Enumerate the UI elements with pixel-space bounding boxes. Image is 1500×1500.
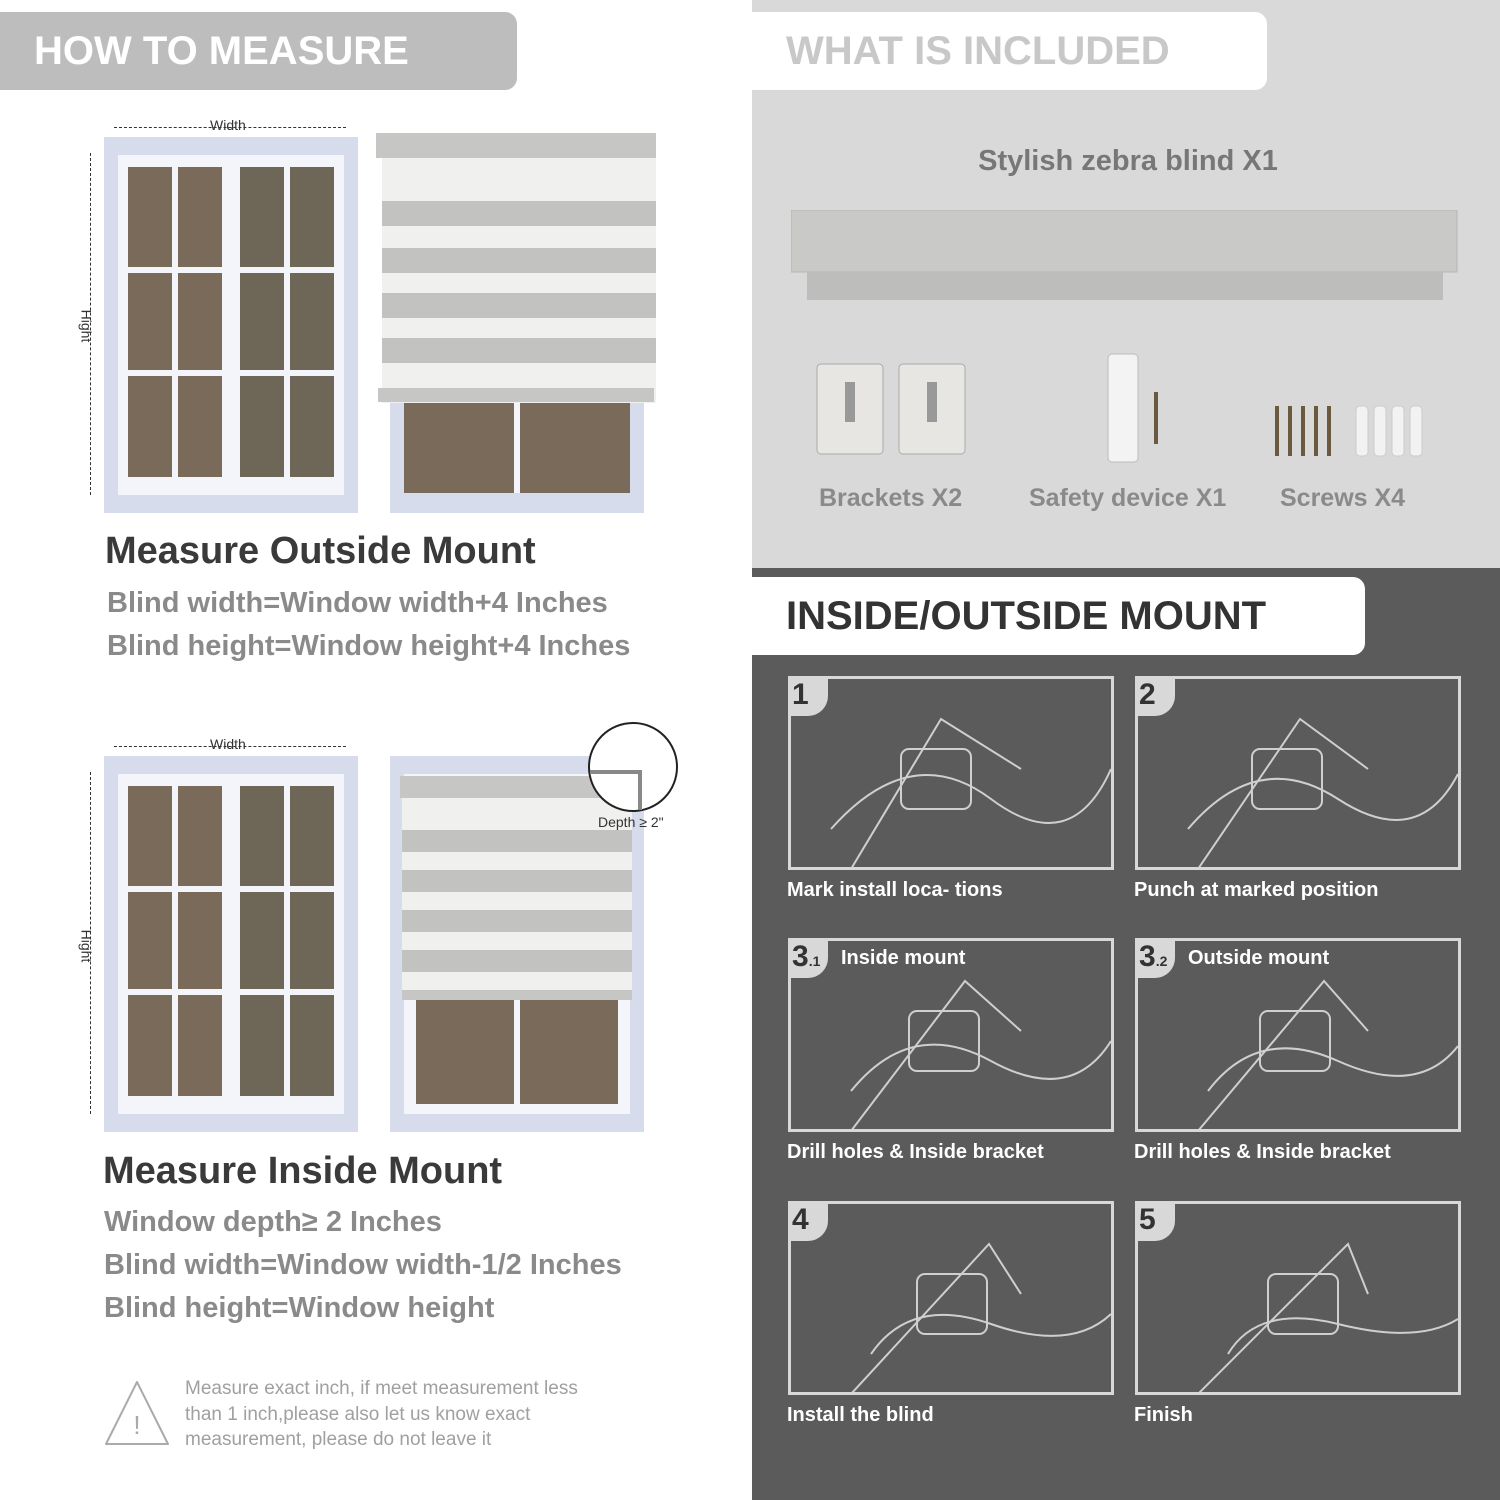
header-text: HOW TO MEASURE	[34, 28, 409, 73]
step-1-illustration	[788, 676, 1114, 870]
window-image	[104, 756, 358, 1132]
rule-line: Window depth≥ 2 Inches	[104, 1206, 442, 1238]
width-label: Width	[210, 736, 246, 752]
step-number: 3	[1139, 940, 1156, 973]
what-is-included-header	[752, 12, 1267, 90]
step-line-drawing	[791, 1204, 1114, 1395]
height-label: Hight	[78, 309, 95, 343]
step-number: 5	[1139, 1203, 1156, 1236]
inside-mount-rules	[104, 1201, 622, 1330]
rule-line: Blind height=Window height+4 Inches	[107, 630, 631, 662]
step-label: Drill holes & Inside bracket	[1134, 1141, 1391, 1163]
height-dimension-line	[90, 153, 91, 495]
warning-triangle-icon	[103, 1378, 171, 1448]
step-number-badge	[1135, 676, 1175, 716]
safety-device-label: Safety device X1	[1029, 484, 1227, 512]
step-title: Inside mount	[841, 947, 966, 969]
how-to-measure-header	[0, 12, 517, 90]
step-label: Mark install loca- tions	[787, 879, 1003, 901]
measurement-note	[185, 1376, 578, 1453]
width-dimension-line	[114, 746, 346, 747]
screws-image	[1272, 402, 1424, 460]
step-number: 1	[792, 678, 809, 711]
step-label: Drill holes & Inside bracket	[787, 1141, 1044, 1163]
step-number-badge	[788, 676, 828, 716]
step-number-badge	[788, 1201, 828, 1241]
depth-label: Depth ≥ 2"	[598, 814, 664, 830]
header-text: INSIDE/OUTSIDE MOUNT	[786, 593, 1267, 638]
screws-label: Screws X4	[1280, 484, 1406, 512]
width-dimension-line	[114, 127, 346, 128]
step-sub-number: .1	[808, 953, 821, 969]
width-label: Width	[210, 117, 246, 133]
rule-line: Blind width=Window width-1/2 Inches	[104, 1249, 622, 1281]
inside-outside-mount-header	[752, 577, 1365, 655]
step-label: Install the blind	[787, 1404, 934, 1426]
step-line-drawing	[1138, 679, 1461, 870]
rule-line: Blind width=Window width+4 Inches	[107, 587, 608, 619]
note-line: Measure exact inch, if meet measurement less	[185, 1378, 578, 1399]
outside-mount-rules	[107, 582, 630, 668]
step-sub-number: .2	[1155, 953, 1168, 969]
inside-mount-title: Measure Inside Mount	[103, 1150, 503, 1192]
step-label: Punch at marked position	[1134, 879, 1379, 901]
step-number: 4	[792, 1203, 809, 1236]
step-number: 2	[1139, 678, 1156, 711]
height-dimension-line	[90, 772, 91, 1114]
step-line-drawing	[791, 679, 1114, 870]
step-2-illustration	[1135, 676, 1461, 870]
rule-line: Blind height=Window height	[104, 1292, 495, 1324]
blind-item-label: Stylish zebra blind X1	[978, 145, 1278, 177]
step-title: Outside mount	[1188, 947, 1330, 969]
brackets-image	[815, 362, 967, 458]
step-number: 3	[792, 940, 809, 973]
zebra-blind-outside-mount-image	[376, 133, 656, 513]
brackets-label: Brackets X2	[819, 484, 963, 512]
note-line: than 1 inch,please also let us know exact	[185, 1403, 531, 1425]
step-number-badge	[788, 938, 828, 978]
step-number-badge	[1135, 1201, 1175, 1241]
header-text: WHAT IS INCLUDED	[786, 28, 1170, 73]
step-3-illustration	[788, 938, 1114, 1132]
note-line: measurement, please do not leave it	[185, 1429, 492, 1450]
outside-mount-title: Measure Outside Mount	[105, 530, 536, 572]
step-4-illustration	[1135, 938, 1461, 1132]
step-label: Finish	[1134, 1404, 1193, 1426]
step-6-illustration	[1135, 1201, 1461, 1395]
window-image	[104, 137, 358, 513]
zebra-blind-inside-mount-image	[390, 720, 680, 1132]
safety-device-image	[1104, 352, 1166, 464]
svg-text:!: !	[133, 1410, 141, 1440]
step-number-badge	[1135, 938, 1175, 978]
step-5-illustration	[788, 1201, 1114, 1395]
height-label: Hight	[78, 929, 95, 963]
step-line-drawing	[1138, 1204, 1461, 1395]
blind-headrail-image	[791, 210, 1459, 302]
